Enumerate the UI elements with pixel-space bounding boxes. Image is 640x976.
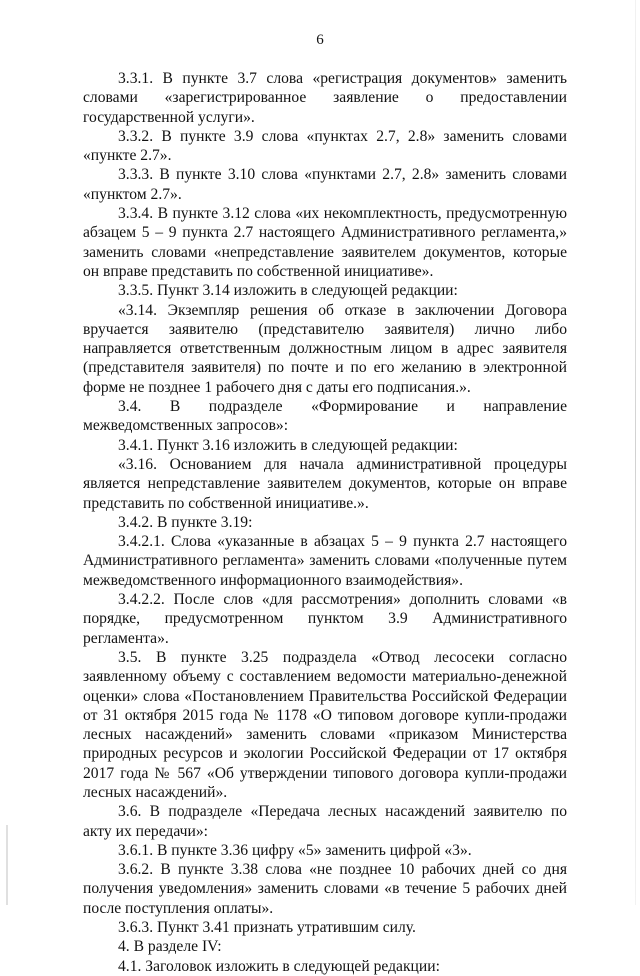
- paragraph-3-4-2: 3.4.2. В пункте 3.19:: [118, 513, 253, 531]
- paragraph-3-3-4: 3.3.4. В пункте 3.12 слова «их некомплектность, предусмотренную абзацем 5 – 9 пункта 2.7 настоящего Административного регламента,» заменить словами «непредставление заявителем документов, которые он вправе представить по собственной инициативе».: [83, 205, 567, 280]
- paragraph-3-5: 3.5. В пункте 3.25 подраздела «Отвод лесосеки согласно заявленному объему с составлением ведомости материально-денежной оценки» слова «Постановлением Правительства Российской Федерации от 31 октября 2015 года № 1178 «О типовом договоре купли-продажи лесных насаждений» заменить словами «приказом Министерства природных ресурсов и экологии Российской Федерации от 17 октября 2017 года № 567 «Об утверждении типового договора купли-продажи лесных насаждений».: [83, 648, 567, 801]
- paragraph-3-6-2: 3.6.2. В пункте 3.38 слова «не позднее 10 рабочих дней со дня получения уведомления» заменить словами «в течение 5 рабочих дней после поступления оплаты».: [83, 861, 567, 917]
- paragraph-3-3-1: 3.3.1. В пункте 3.7 слова «регистрация документов» заменить словами «зарегистрированное заявление о предоставлении государственной услуги».: [83, 70, 567, 126]
- scan-edge-mark-left: [6, 825, 8, 905]
- paragraph-3-4-2-2: 3.4.2.2. После слов «для рассмотрения» дополнить словами «в порядке, предусмотренном пунктом 3.9 Административного регламента».: [83, 591, 567, 647]
- paragraph-quote-3-14: «3.14. Экземпляр решения об отказе в заключении Договора вручается заявителю (представителю заявителя) лично либо направляется ответственным должностным лицом в адрес заявителя (представителя заявителя) по почте и по его желанию в электронной форме не позднее 1 рабочего дня с даты его подписания.».: [83, 301, 567, 396]
- paragraph-3-4-1: 3.4.1. Пункт 3.16 изложить в следующей редакции:: [118, 436, 458, 454]
- document-body: [83, 69, 567, 976]
- paragraph-4-1: 4.1. Заголовок изложить в следующей редакции:: [118, 957, 440, 975]
- paragraph-3-6-3: 3.6.3. Пункт 3.41 признать утратившим силу.: [118, 919, 416, 937]
- scan-edge-mark: [635, 0, 636, 905]
- paragraph-3-4-2-1: 3.4.2.1. Слова «указанные в абзацах 5 – 9 пункта 2.7 настоящего Административного регламента» заменить словами «полученные путем межведомственного информационного взаимодействия».: [83, 533, 567, 589]
- paragraph-3-3-2: 3.3.2. В пункте 3.9 слова «пунктах 2.7, 2.8» заменить словами «пункте 2.7».: [83, 127, 567, 165]
- paragraph-3-3-5: 3.3.5. Пункт 3.14 изложить в следующей редакции:: [118, 282, 458, 300]
- paragraph-quote-3-16: «3.16. Основанием для начала административной процедуры является непредставление заявителем документов, которые он вправе представить по собственной инициативе.».: [83, 455, 567, 512]
- paragraph-4: 4. В разделе IV:: [118, 938, 222, 956]
- paragraph-3-6: 3.6. В подразделе «Передача лесных насаждений заявителю по акту их передачи»:: [83, 803, 567, 840]
- paragraph-3-6-1: 3.6.1. В пункте 3.36 цифру «5» заменить цифрой «3».: [118, 841, 472, 859]
- paragraph-3-3-3: 3.3.3. В пункте 3.10 слова «пунктами 2.7, 2.8» заменить словами «пунктом 2.7».: [83, 166, 567, 203]
- paragraph-3-4: 3.4. В подразделе «Формирование и направление межведомственных запросов»:: [83, 398, 567, 435]
- page-number: 6: [316, 32, 324, 48]
